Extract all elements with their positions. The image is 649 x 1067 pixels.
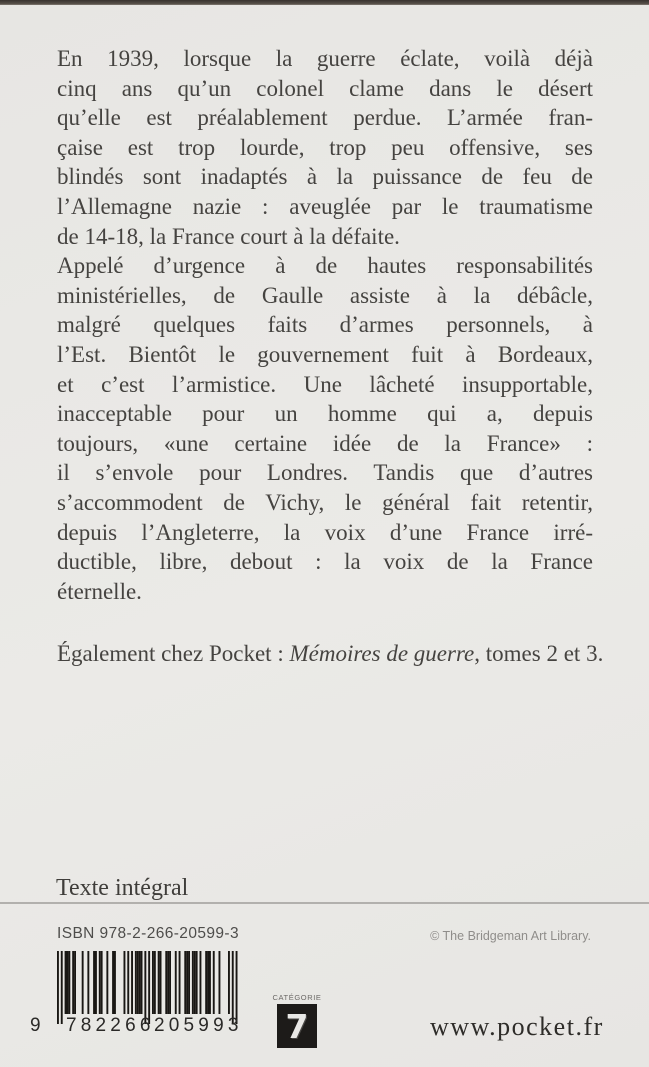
synopsis-line: l’Allemagne nazie : aveuglée par le traumatisme [57,193,593,219]
isbn-label: ISBN 978-2-266-20599-3 [57,925,239,942]
memoires-de-guerre-title: Mémoires de guerre [289,641,475,666]
synopsis-line: il s’envole pour Londres. Tandis que d’autres [57,460,593,486]
also-available-prefix: Également chez Pocket : [57,641,290,666]
website-url: www.pocket.fr [430,1012,604,1041]
synopsis-line: l’Est. Bientôt le gouvernement fuit à Bordeaux, [57,341,593,367]
categorie-number: 7 [285,1006,309,1046]
synopsis-line: inacceptable pour un homme qui a, depuis [57,401,593,427]
synopsis-line: ductible, libre, debout : la voix de la France [57,549,593,575]
synopsis-line: Appelé d’urgence à de hautes responsabilités [57,253,593,279]
synopsis-line: depuis l’Angleterre, la voix d’une France irré- [57,519,593,545]
synopsis-line: qu’elle est préalablement perdue. L’armée fran- [57,105,593,131]
photo-credit: © The Bridgeman Art Library. [430,929,591,943]
synopsis-line: malgré quelques faits d’armes personnels, à [57,312,593,338]
barcode-digit-first: 9 [30,1015,41,1036]
synopsis-line: ministérielles, de Gaulle assiste à la débâcle, [57,282,593,308]
edition-note: Texte intégral [56,875,189,901]
synopsis-line: çaise est trop lourde, trop peu offensive, ses [57,134,593,160]
synopsis-line: et c’est l’armistice. Une lâcheté insupportable, [57,371,593,397]
categorie-badge [272,993,322,1048]
synopsis-line: toujours, «une certaine idée de la France» : [57,430,593,456]
also-available-suffix: , tomes 2 et 3. [474,641,604,666]
barcode [30,951,243,1036]
barcode-digits-right: 205993 [154,1015,243,1036]
categorie-label: CATÉGORIE [272,993,322,1002]
synopsis-line: de 14-18, la France court à la défaite. [57,223,400,249]
synopsis-line: En 1939, lorsque la guerre éclate, voilà déjà [57,46,593,71]
barcode-digits-left: 782266 [66,1015,155,1036]
barcode-digits [57,1015,243,1036]
separator-line [0,902,649,904]
also-available-line [57,641,617,667]
book-top-edge [0,0,649,5]
synopsis-line: éternelle. [57,578,142,604]
synopsis-text [57,44,593,606]
synopsis-line: cinq ans qu’un colonel clame dans le désert [57,75,593,101]
categorie-box [277,1004,317,1048]
synopsis-line: blindés sont inadaptés à la puissance de feu de [57,164,593,190]
synopsis-line: s’accommodent de Vichy, le général fait retentir, [57,489,593,515]
